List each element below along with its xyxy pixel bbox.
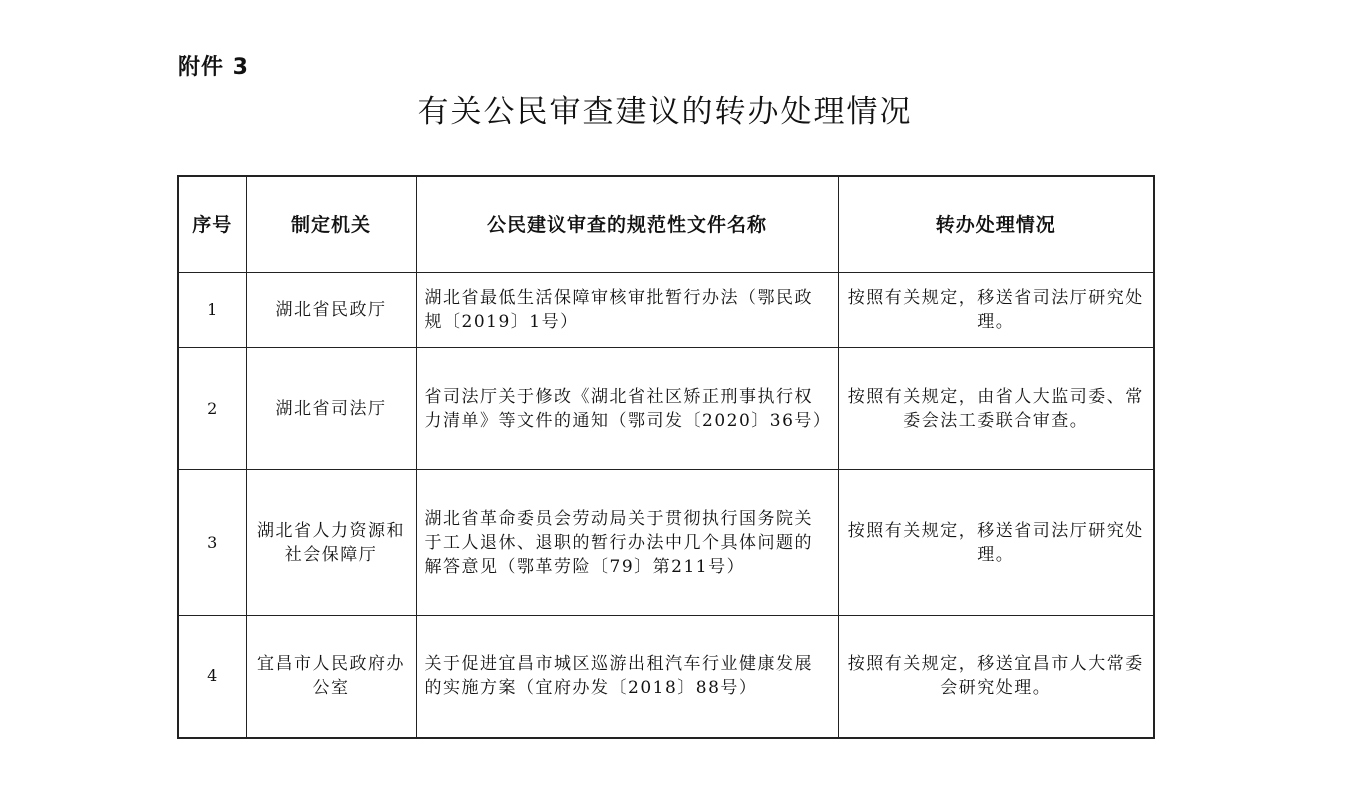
table-header-row (178, 176, 1154, 273)
row-agency: 宜昌市人民政府办公室 (246, 616, 416, 738)
row-agency: 湖北省民政厅 (246, 273, 416, 348)
row-document: 关于促进宜昌市城区巡游出租汽车行业健康发展的实施方案（宜府办发〔2018〕88号） (416, 616, 838, 738)
row-document: 湖北省最低生活保障审核审批暂行办法（鄂民政规〔2019〕1号） (416, 273, 838, 348)
header-document: 公民建议审查的规范性文件名称 (416, 176, 838, 273)
row-handling: 按照有关规定，移送宜昌市人大常委会研究处理。 (838, 616, 1154, 738)
row-handling: 按照有关规定，由省人大监司委、常委会法工委联合审查。 (838, 348, 1154, 470)
table-row (178, 470, 1154, 616)
table-row (178, 616, 1154, 738)
row-no: 3 (178, 470, 246, 616)
row-handling: 按照有关规定，移送省司法厅研究处理。 (838, 273, 1154, 348)
row-agency: 湖北省人力资源和社会保障厅 (246, 470, 416, 616)
row-document: 省司法厅关于修改《湖北省社区矫正刑事执行权力清单》等文件的通知（鄂司发〔2020〕36号） (416, 348, 838, 470)
attachment-label: 附件 3 (178, 55, 249, 80)
header-agency: 制定机关 (246, 176, 416, 273)
header-handling: 转办处理情况 (838, 176, 1154, 273)
row-no: 1 (178, 273, 246, 348)
row-document: 湖北省革命委员会劳动局关于贯彻执行国务院关于工人退休、退职的暂行办法中几个具体问题的解答意见（鄂革劳险〔79〕第211号） (416, 470, 838, 616)
table-row (178, 273, 1154, 348)
table-row (178, 348, 1154, 470)
row-no: 4 (178, 616, 246, 738)
row-agency: 湖北省司法厅 (246, 348, 416, 470)
row-no: 2 (178, 348, 246, 470)
referral-table (177, 175, 1155, 739)
row-handling: 按照有关规定，移送省司法厅研究处理。 (838, 470, 1154, 616)
page-title: 有关公民审查建议的转办处理情况 (417, 94, 913, 130)
header-no: 序号 (178, 176, 246, 273)
